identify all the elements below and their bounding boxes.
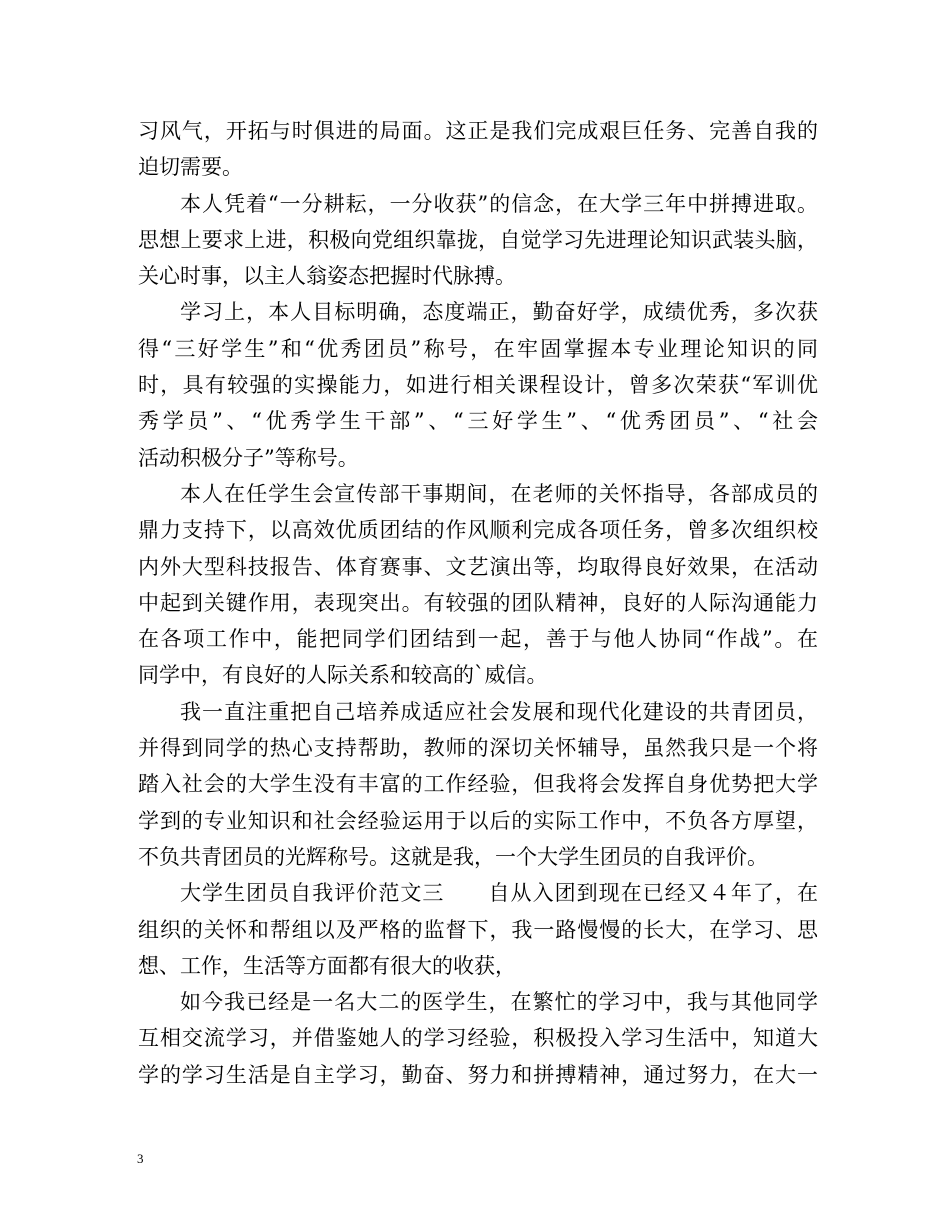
text-line: 鼎力支持下，以高效优质团结的作风顺利完成各项任务，曾多次组织校 <box>138 518 818 543</box>
text-line: 组织的关怀和帮组以及严格的监督下，我一路慢慢的长大，在学习、思 <box>138 917 818 942</box>
text-line: 踏入社会的大学生没有丰富的工作经验，但我将会发挥自身优势把大学 <box>138 772 818 797</box>
text-line: 内外大型科技报告、体育赛事、文艺演出等，均取得良好效果，在活动 <box>138 554 818 579</box>
text-line: 本人凭着“一分耕耘，一分收获”的信念，在大学三年中拼搏进取。 <box>180 191 818 216</box>
document-body <box>138 113 818 1093</box>
text-line: 同学中，有良好的人际关系和较高的`威信。 <box>138 663 548 688</box>
text-line: 本人在任学生会宣传部干事期间，在老师的关怀指导，各部成员的 <box>180 481 818 506</box>
page-number: 3 <box>137 1151 144 1166</box>
text-line: 不负共青团员的光辉称号。这就是我，一个大学生团员的自我评价。 <box>138 844 768 869</box>
text-line: 大学生团员自我评价范文三 自从入团到现在已经又４年了，在 <box>180 881 818 906</box>
text-line: 迫切需要。 <box>138 155 243 180</box>
text-line: 学到的专业知识和社会经验运用于以后的实际工作中，不负各方厚望， <box>138 808 818 833</box>
text-line: 学的学习生活是自主学习，勤奋、努力和拼搏精神，通过努力，在大一 <box>138 1062 818 1087</box>
text-line: 思想上要求上进，积极向党组织靠拢，自觉学习先进理论知识武装头脑， <box>138 227 818 252</box>
text-line: 关心时事，以主人翁姿态把握时代脉搏。 <box>138 264 516 289</box>
text-line: 得“三好学生”和“优秀团员”称号，在牢固掌握本专业理论知识的同 <box>138 336 818 361</box>
text-line: 习风气，开拓与时俱进的局面。这正是我们完成艰巨任务、完善自我的 <box>138 119 818 143</box>
text-line: 并得到同学的热心支持帮助，教师的深切关怀辅导，虽然我只是一个将 <box>138 736 818 761</box>
text-line: 想、工作，生活等方面都有很大的收获， <box>138 953 516 978</box>
text-line: 如今我已经是一名大二的医学生，在繁忙的学习中，我与其他同学 <box>180 990 818 1015</box>
text-line: 活动积极分子”等称号。 <box>138 445 359 470</box>
text-line: 中起到关键作用，表现突出。有较强的团队精神，良好的人际沟通能力 <box>138 590 818 615</box>
text-line: 秀学员”、“优秀学生干部”、“三好学生”、“优秀团员”、“社会 <box>138 409 818 434</box>
text-line: 我一直注重把自己培养成适应社会发展和现代化建设的共青团员， <box>180 699 818 724</box>
text-line: 时，具有较强的实操能力，如进行相关课程设计，曾多次荣获“军训优 <box>138 373 818 398</box>
text-line: 在各项工作中，能把同学们团结到一起，善于与他人协同“作战”。在 <box>138 627 818 652</box>
text-line: 互相交流学习，并借鉴她人的学习经验，积极投入学习生活中，知道大 <box>138 1026 818 1051</box>
text-line: 学习上，本人目标明确，态度端正，勤奋好学，成绩优秀，多次获 <box>180 300 818 325</box>
